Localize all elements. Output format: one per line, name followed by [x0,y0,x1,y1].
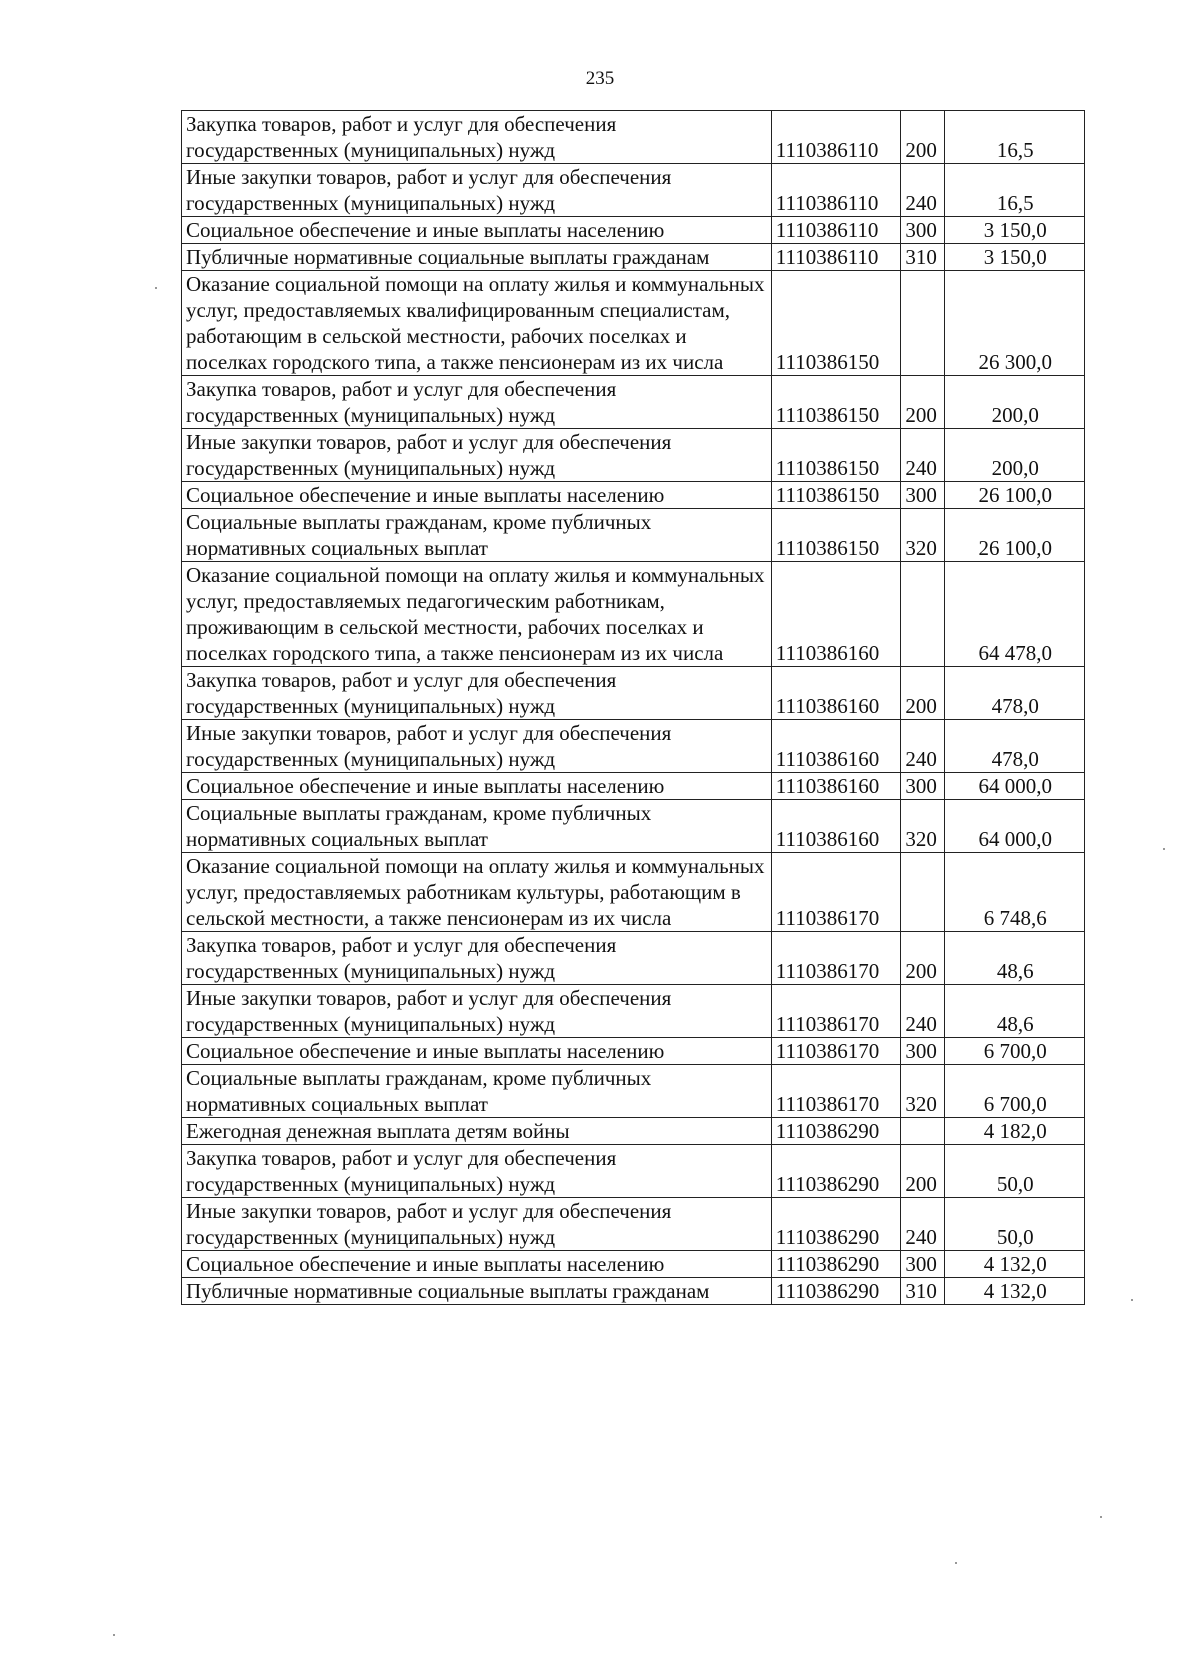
row-name: Закупка товаров, работ и услуг для обеспечения государственных (муниципальных) нужд [182,111,772,164]
row-name: Закупка товаров, работ и услуг для обеспечения государственных (муниципальных) нужд [182,1145,772,1198]
row-code: 1110386150 [771,271,901,376]
row-amount: 64 000,0 [944,773,1084,800]
table-row [182,1198,1085,1251]
table-row [182,800,1085,853]
row-type: 200 [901,376,944,429]
row-code: 1110386170 [771,932,901,985]
row-code: 1110386110 [771,164,901,217]
row-type: 300 [901,482,944,509]
table-row [182,1065,1085,1118]
row-type: 310 [901,244,944,271]
row-type: 240 [901,164,944,217]
row-amount: 200,0 [944,429,1084,482]
table-row [182,271,1085,376]
table-row [182,985,1085,1038]
row-type: 320 [901,800,944,853]
row-code: 1110386150 [771,482,901,509]
table-row [182,1251,1085,1278]
scan-speck [1163,848,1165,850]
row-name: Социальное обеспечение и иные выплаты населению [182,773,772,800]
table-row [182,482,1085,509]
row-name: Иные закупки товаров, работ и услуг для обеспечения государственных (муниципальных) нужд [182,720,772,773]
row-amount: 6 748,6 [944,853,1084,932]
row-type: 320 [901,1065,944,1118]
row-type [901,853,944,932]
table-row [182,509,1085,562]
row-amount: 26 100,0 [944,509,1084,562]
row-type: 200 [901,932,944,985]
row-name: Иные закупки товаров, работ и услуг для обеспечения государственных (муниципальных) нужд [182,985,772,1038]
row-amount: 16,5 [944,164,1084,217]
row-amount: 4 132,0 [944,1278,1084,1305]
row-amount: 50,0 [944,1198,1084,1251]
row-amount: 4 132,0 [944,1251,1084,1278]
row-code: 1110386160 [771,562,901,667]
row-code: 1110386110 [771,217,901,244]
row-name: Оказание социальной помощи на оплату жилья и коммунальных услуг, предоставляемых работникам культуры, работающим в сельской местности, а также пенсионерам из их числа [182,853,772,932]
scan-speck [1100,1516,1102,1518]
row-type [901,1118,944,1145]
row-code: 1110386110 [771,111,901,164]
row-amount: 3 150,0 [944,217,1084,244]
row-code: 1110386150 [771,509,901,562]
row-amount: 26 100,0 [944,482,1084,509]
row-name: Социальные выплаты гражданам, кроме публичных нормативных социальных выплат [182,509,772,562]
row-name: Социальное обеспечение и иные выплаты населению [182,217,772,244]
row-amount: 6 700,0 [944,1038,1084,1065]
page-number: 235 [585,68,615,89]
row-type: 300 [901,773,944,800]
row-amount: 26 300,0 [944,271,1084,376]
row-type: 240 [901,720,944,773]
table-row [182,376,1085,429]
row-type: 320 [901,509,944,562]
scan-speck [955,1562,957,1564]
row-amount: 48,6 [944,932,1084,985]
row-code: 1110386290 [771,1118,901,1145]
row-type: 300 [901,217,944,244]
table-row [182,720,1085,773]
row-code: 1110386150 [771,376,901,429]
table-row [182,111,1085,164]
row-name: Публичные нормативные социальные выплаты гражданам [182,1278,772,1305]
table-row [182,164,1085,217]
table-row [182,217,1085,244]
row-code: 1110386290 [771,1198,901,1251]
row-name: Оказание социальной помощи на оплату жилья и коммунальных услуг, предоставляемых квалифицированным специалистам, работающим в сельской местности, рабочих поселках и поселках городского типа, а также пенсионерам из их числа [182,271,772,376]
row-amount: 478,0 [944,720,1084,773]
table-row [182,1118,1085,1145]
row-name: Социальное обеспечение и иные выплаты населению [182,1038,772,1065]
row-amount: 200,0 [944,376,1084,429]
row-code: 1110386290 [771,1145,901,1198]
row-name: Закупка товаров, работ и услуг для обеспечения государственных (муниципальных) нужд [182,667,772,720]
row-code: 1110386160 [771,667,901,720]
row-type: 200 [901,1145,944,1198]
row-amount: 50,0 [944,1145,1084,1198]
scan-speck [155,287,157,289]
row-name: Социальные выплаты гражданам, кроме публичных нормативных социальных выплат [182,1065,772,1118]
table-row [182,562,1085,667]
budget-table [181,110,1085,1305]
row-code: 1110386160 [771,800,901,853]
row-code: 1110386290 [771,1251,901,1278]
table-row [182,244,1085,271]
row-name: Иные закупки товаров, работ и услуг для обеспечения государственных (муниципальных) нужд [182,164,772,217]
row-amount: 64 478,0 [944,562,1084,667]
row-name: Иные закупки товаров, работ и услуг для обеспечения государственных (муниципальных) нужд [182,1198,772,1251]
row-name: Публичные нормативные социальные выплаты гражданам [182,244,772,271]
row-code: 1110386170 [771,853,901,932]
row-type: 240 [901,429,944,482]
row-name: Иные закупки товаров, работ и услуг для обеспечения государственных (муниципальных) нужд [182,429,772,482]
scan-speck [113,1634,115,1636]
row-name: Социальное обеспечение и иные выплаты населению [182,482,772,509]
row-type: 240 [901,985,944,1038]
row-amount: 478,0 [944,667,1084,720]
row-amount: 16,5 [944,111,1084,164]
row-code: 1110386170 [771,1065,901,1118]
row-type [901,271,944,376]
row-name: Оказание социальной помощи на оплату жилья и коммунальных услуг, предоставляемых педагогическим работникам, проживающим в сельской местности, рабочих поселках и поселках городского типа, а также пенсионерам из их числа [182,562,772,667]
row-code: 1110386170 [771,1038,901,1065]
row-code: 1110386170 [771,985,901,1038]
row-code: 1110386290 [771,1278,901,1305]
scan-speck [1131,1299,1133,1301]
row-type: 200 [901,667,944,720]
row-amount: 48,6 [944,985,1084,1038]
row-name: Закупка товаров, работ и услуг для обеспечения государственных (муниципальных) нужд [182,932,772,985]
table-row [182,932,1085,985]
row-type: 310 [901,1278,944,1305]
table-row [182,429,1085,482]
row-type: 300 [901,1038,944,1065]
row-code: 1110386150 [771,429,901,482]
table-row [182,1278,1085,1305]
table-row [182,1145,1085,1198]
row-code: 1110386160 [771,720,901,773]
row-amount: 4 182,0 [944,1118,1084,1145]
row-type: 240 [901,1198,944,1251]
row-amount: 64 000,0 [944,800,1084,853]
row-type [901,562,944,667]
row-name: Социальное обеспечение и иные выплаты населению [182,1251,772,1278]
row-name: Социальные выплаты гражданам, кроме публичных нормативных социальных выплат [182,800,772,853]
row-amount: 6 700,0 [944,1065,1084,1118]
row-type: 300 [901,1251,944,1278]
row-type: 200 [901,111,944,164]
table-row [182,773,1085,800]
table-row [182,667,1085,720]
table-row [182,1038,1085,1065]
row-name: Закупка товаров, работ и услуг для обеспечения государственных (муниципальных) нужд [182,376,772,429]
row-amount: 3 150,0 [944,244,1084,271]
row-name: Ежегодная денежная выплата детям войны [182,1118,772,1145]
row-code: 1110386160 [771,773,901,800]
row-code: 1110386110 [771,244,901,271]
table-row [182,853,1085,932]
